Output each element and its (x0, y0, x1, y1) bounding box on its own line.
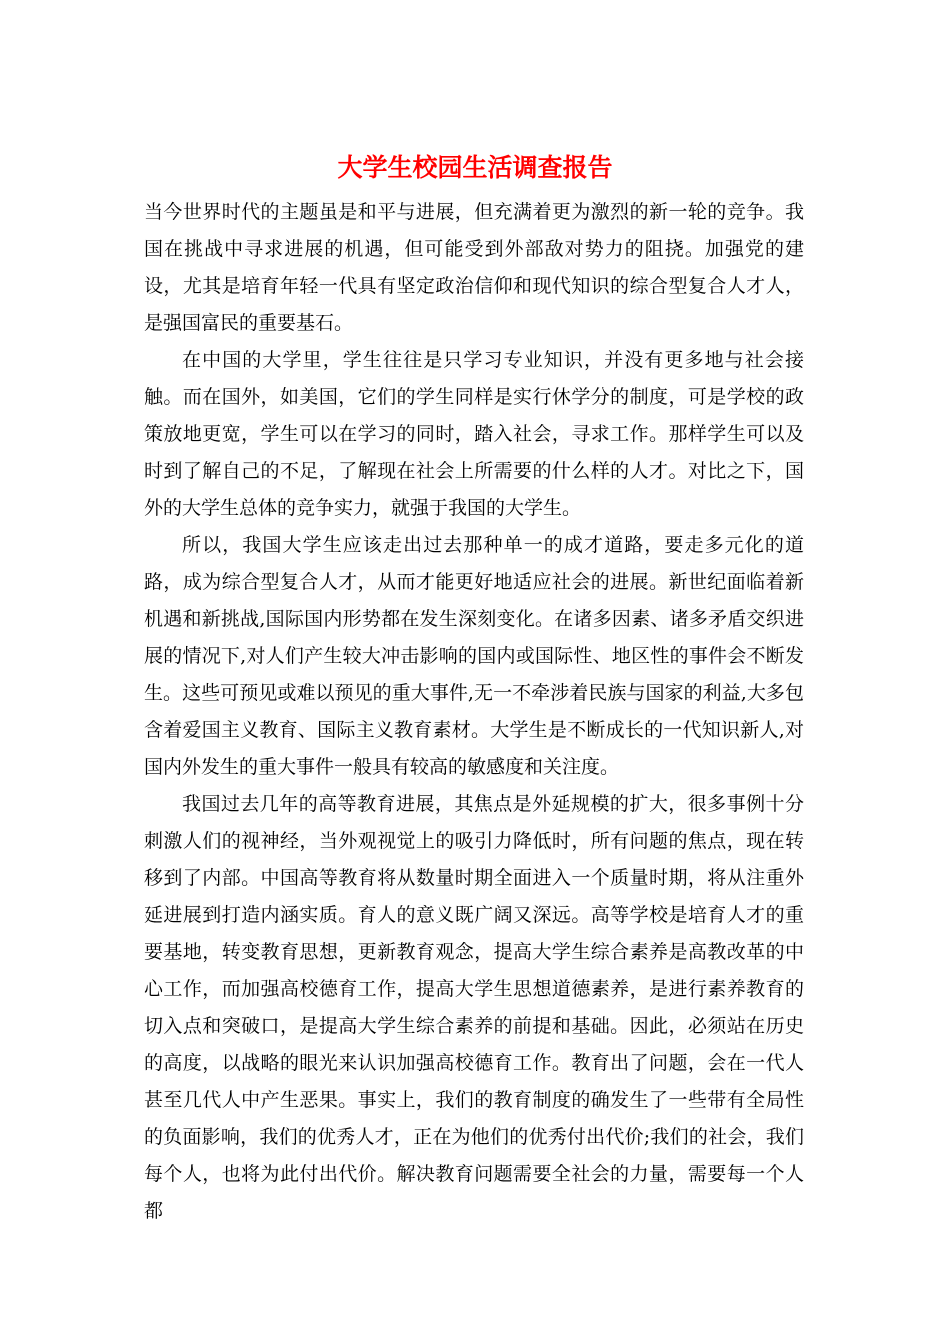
paragraph-higher-education: 我国过去几年的高等教育进展，其焦点是外延规模的扩大，很多事例十分刺激人们的视神经，当外观视觉上的吸引力降低时，所有问题的焦点，现在转移到了内部。中国高等教育将从数量时期全面进入一个质量时期，将从注重外延进展到打造内涵实质。育人的意义既广阔又深远。高等学校是培育人才的重要基地，转变教育思想，更新教育观念，提高大学生综合素养是高教改革的中心工作，而加强高校德育工作，提高大学生思想道德素养，是进行素养教育的切入点和突破口，是提高大学生综合素养的前提和基础。因此，必须站在历史的高度，以战略的眼光来认识加强高校德育工作。教育出了问题，会在一代人甚至几代人中产生恶果。事实上，我们的教育制度的确发生了一些带有全局性的负面影响，我们的优秀人才，正在为他们的优秀付出代价;我们的社会，我们每个人，也将为此付出代价。解决教育问题需要全社会的力量，需要每一个人都 (144, 793, 804, 1222)
document-title: 大学生校园生活调查报告 (337, 153, 613, 182)
paragraph-diversified-path: 所以，我国大学生应该走出过去那种单一的成才道路，要走多元化的道路，成为综合型复合人才，从而才能更好地适应社会的进展。新世纪面临着新机遇和新挑战,国际国内形势都在发生深刻变化。在诸多因素、诸多矛盾交织进展的情况下,对人们产生较大冲击影响的国内或国际性、地区性的事件会不断发生。这些可预见或难以预见的重大事件,无一不牵涉着民族与国家的利益,大多包含着爱国主义教育、国际主义教育素材。大学生是不断成长的一代知识新人,对国内外发生的重大事件一般具有较高的敏感度和关注度。 (144, 534, 804, 778)
paragraph-domestic-vs-foreign: 在中国的大学里，学生往往是只学习专业知识，并没有更多地与社会接触。而在国外，如美国，它们的学生同样是实行休学分的制度，可是学校的政策放地更宽，学生可以在学习的同时，踏入社会，寻求工作。那样学生可以及时到了解自己的不足，了解现在社会上所需要的什么样的人才。对比之下，国外的大学生总体的竞争实力，就强于我国的大学生。 (144, 349, 804, 519)
document-body (144, 194, 804, 1230)
paragraph-intro: 当今世界时代的主题虽是和平与进展，但充满着更为激烈的新一轮的竞争。我国在挑战中寻求进展的机遇，但可能受到外部敌对势力的阻挠。加强党的建设，尤其是培育年轻一代具有坚定政治信仰和现代知识的综合型复合人才人，是强国富民的重要基石。 (144, 201, 804, 334)
